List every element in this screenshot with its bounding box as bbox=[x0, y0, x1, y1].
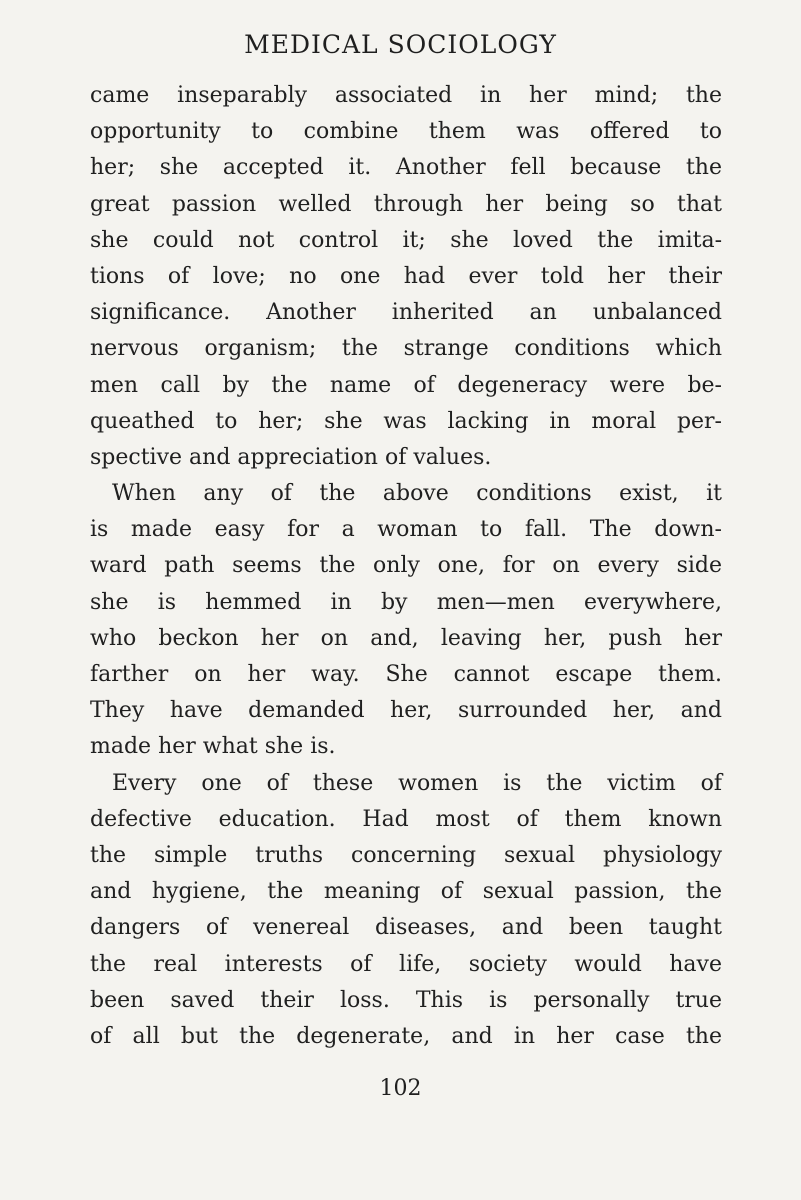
page-number: 102 bbox=[379, 1076, 422, 1101]
text-line: opportunity to combine them was offered to bbox=[90, 119, 722, 145]
text-line: great passion welled through her being so that bbox=[90, 191, 722, 217]
text-line: farther on her way. She cannot escape them. bbox=[90, 662, 722, 687]
text-line: queathed to her; she was lacking in moral per- bbox=[90, 408, 722, 434]
text-line: When any of the above conditions exist, it bbox=[112, 481, 722, 507]
text-line: made her what she is. bbox=[90, 734, 336, 760]
text-line: spective and appreciation of values. bbox=[90, 444, 492, 470]
text-line: her; she accepted it. Another fell because the bbox=[90, 155, 722, 181]
text-line: ward path seems the only one, for on every side bbox=[90, 553, 722, 579]
text-line: is made easy for a woman to fall. The down- bbox=[90, 517, 722, 543]
text-line: Every one of these women is the victim of bbox=[112, 770, 722, 796]
text-line: significance. Another inherited an unbalanced bbox=[90, 300, 722, 326]
text-line: of all but the degenerate, and in her case the bbox=[90, 1023, 722, 1049]
text-line: and hygiene, the meaning of sexual passion, the bbox=[90, 879, 722, 905]
text-line: dangers of venereal diseases, and been taught bbox=[90, 915, 722, 941]
text-line: the simple truths concerning sexual physiology bbox=[90, 842, 722, 868]
running-header: MEDICAL SOCIOLOGY bbox=[244, 30, 557, 59]
text-line: defective education. Had most of them known bbox=[90, 806, 722, 832]
text-line: she could not control it; she loved the imita- bbox=[90, 227, 722, 253]
text-line: been saved their loss. This is personally true bbox=[90, 987, 722, 1013]
text-line: the real interests of life, society would have bbox=[90, 951, 722, 977]
text-line: came inseparably associated in her mind; the bbox=[90, 83, 722, 108]
text-line: nervous organism; the strange conditions which bbox=[90, 336, 722, 362]
text-line: men call by the name of degeneracy were be- bbox=[90, 372, 722, 398]
text-line: tions of love; no one had ever told her their bbox=[90, 263, 722, 289]
body-text bbox=[90, 78, 722, 1055]
text-line: They have demanded her, surrounded her, and bbox=[90, 698, 722, 724]
text-line: who beckon her on and, leaving her, push her bbox=[90, 625, 722, 651]
text-line: she is hemmed in by men—men everywhere, bbox=[90, 589, 722, 615]
